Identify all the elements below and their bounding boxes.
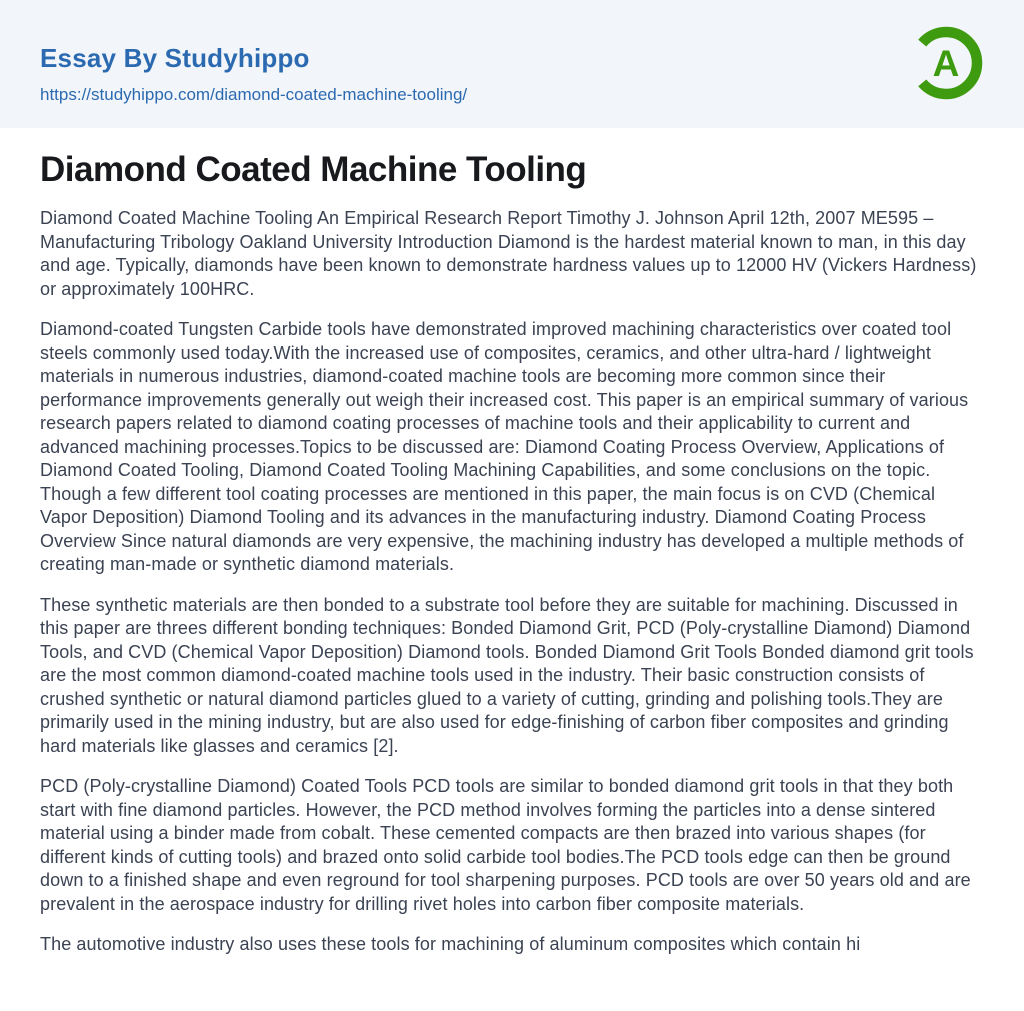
article-paragraph: Diamond Coated Machine Tooling An Empirical Research Report Timothy J. Johnson April 12th, 2007 ME595 – Manufacturing Tribology Oakland University Introduction Diamond is the hardest material known to man, in this day and age. Typically, diamonds have been known to demonstrate hardness values up to 12000 HV (Vickers Hardness) or approximately 100HRC. [40,208,977,299]
logo-letter: A [932,43,960,84]
studyhippo-logo-icon [908,25,984,101]
article-title: Diamond Coated Machine Tooling [40,150,587,189]
page-header [0,0,1024,128]
article-paragraph: These synthetic materials are then bonded to a substrate tool before they are suitable for machining. Discussed in this paper are threes different bonding techniques: Bonded Diamond Grit, PCD (Poly-crystalline Diamond) Diamond Tools, and CVD (Chemical Vapor Deposition) Diamond tools. Bonded Diamond Grit Tools Bonded diamond grit tools are the most common diamond-coated machine tools used in the industry. Their basic construction consists of crushed synthetic or natural diamond particles glued to a variety of cutting, grinding and polishing tools.They are primarily used in the mining industry, but are also used for edge-finishing of carbon fiber composites and grinding hard materials like glasses and ceramics [2]. [40,594,974,756]
article-paragraph: PCD (Poly-crystalline Diamond) Coated Tools PCD tools are similar to bonded diamond grit tools in that they both start with fine diamond particles. However, the PCD method involves forming the particles into a dense sintered material using a binder made from cobalt. These cemented compacts are then brazed into various shapes (for different kinds of cutting tools) and brazed onto solid carbide tool bodies.The PCD tools edge can then be ground down to a finished shape and even reground for tool sharpening purposes. PCD tools are over 50 years old and are prevalent in the aerospace industry for drilling rivet holes into carbon fiber composite materials. [40,776,971,914]
article-paragraph: The automotive industry also uses these tools for machining of aluminum composites which contain hi [40,934,861,954]
source-url-link[interactable]: https://studyhippo.com/diamond-coated-machine-tooling/ [40,85,468,104]
article-body [0,128,1024,957]
article-paragraph: Diamond-coated Tungsten Carbide tools have demonstrated improved machining characteristics over coated tool steels commonly used today.With the increased use of composites, ceramics, and other ultra-hard / lightweight materials in numerous industries, diamond-coated machine tools are becoming more common since their performance improvements generally out weigh their increased cost. This paper is an empirical summary of various research papers related to diamond coating processes of machine tools and their applicability to current and advanced machining processes.Topics to be discussed are: Diamond Coating Process Overview, Applications of Diamond Coated Tooling, Diamond Coated Tooling Machining Capabilities, and some conclusions on the topic. Though a few different tool coating processes are mentioned in this paper, the main focus is on CVD (Chemical Vapor Deposition) Diamond Tooling and its advances in the manufacturing industry. Diamond Coating Process Overview Since natural diamonds are very expensive, the machining industry has developed a multiple methods of creating man-made or synthetic diamond materials. [40,319,969,574]
brand-title: Essay By Studyhippo [40,43,310,73]
